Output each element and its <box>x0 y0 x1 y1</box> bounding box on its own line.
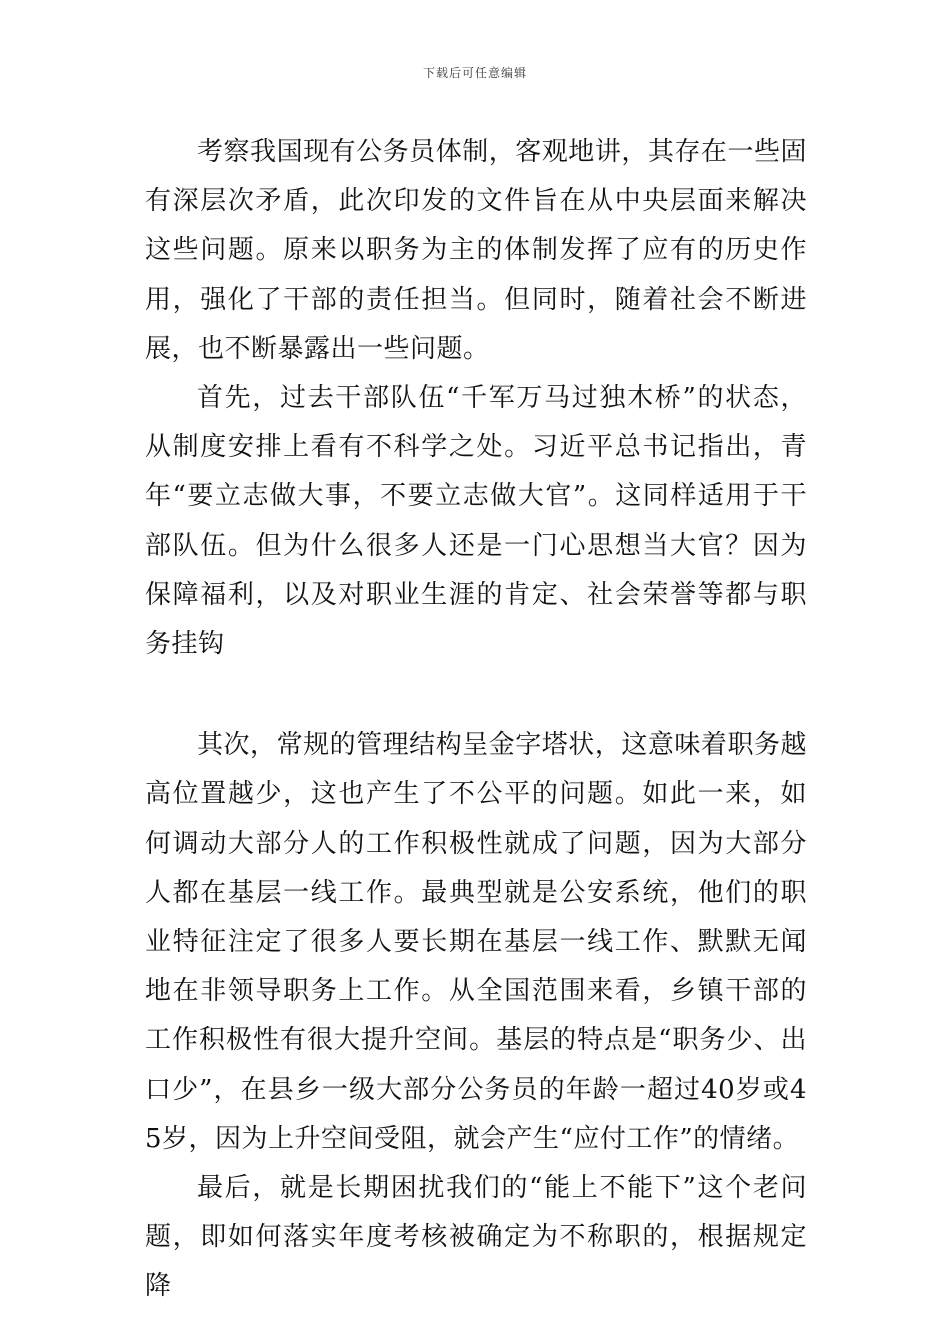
paragraph-4: 最后，就是长期困扰我们的“能上不能下”这个老问题，即如何落实年度考核被确定为不称职的，根据规定降 <box>145 1173 807 1302</box>
paragraph-1: 考察我国现有公务员体制，客观地讲，其存在一些固有深层次矛盾，此次印发的文件旨在从中央层面来解决这些问题。原来以职务为主的体制发挥了应有的历史作用，强化了干部的责任担当。但同时，随着社会不断进展，也不断暴露出一些问题。 <box>145 137 807 364</box>
paragraph-2: 首先，过去干部队伍“千军万马过独木桥”的状态，从制度安排上看有不科学之处。习近平总书记指出，青年“要立志做大事，不要立志做大官”。这同样适用于干部队伍。但为什么很多人还是一门心思想当大官？因为保障福利，以及对职业生涯的肯定、社会荣誉等都与职务挂钩 <box>145 383 807 660</box>
paragraph-3: 其次，常规的管理结构呈金字塔状，这意味着职务越高位置越少，这也产生了不公平的问题。如此一来，如何调动大部分人的工作积极性就成了问题，因为大部分人都在基层一线工作。最典型就是公安系统，他们的职业特征注定了很多人要长期在基层一线工作、默默无闻地在非领导职务上工作。从全国范围来看，乡镇干部的工作积极性有很大提升空间。基层的特点是“职务少、出口少”，在县乡一级大部分公务员的年龄一超过40岁或45岁，因为上升空间受阻，就会产生“应付工作”的情绪。 <box>145 730 807 1154</box>
page-header: 下载后可任意编辑 <box>422 66 527 80</box>
paragraph-gap <box>145 669 807 721</box>
document-body <box>145 128 807 1312</box>
